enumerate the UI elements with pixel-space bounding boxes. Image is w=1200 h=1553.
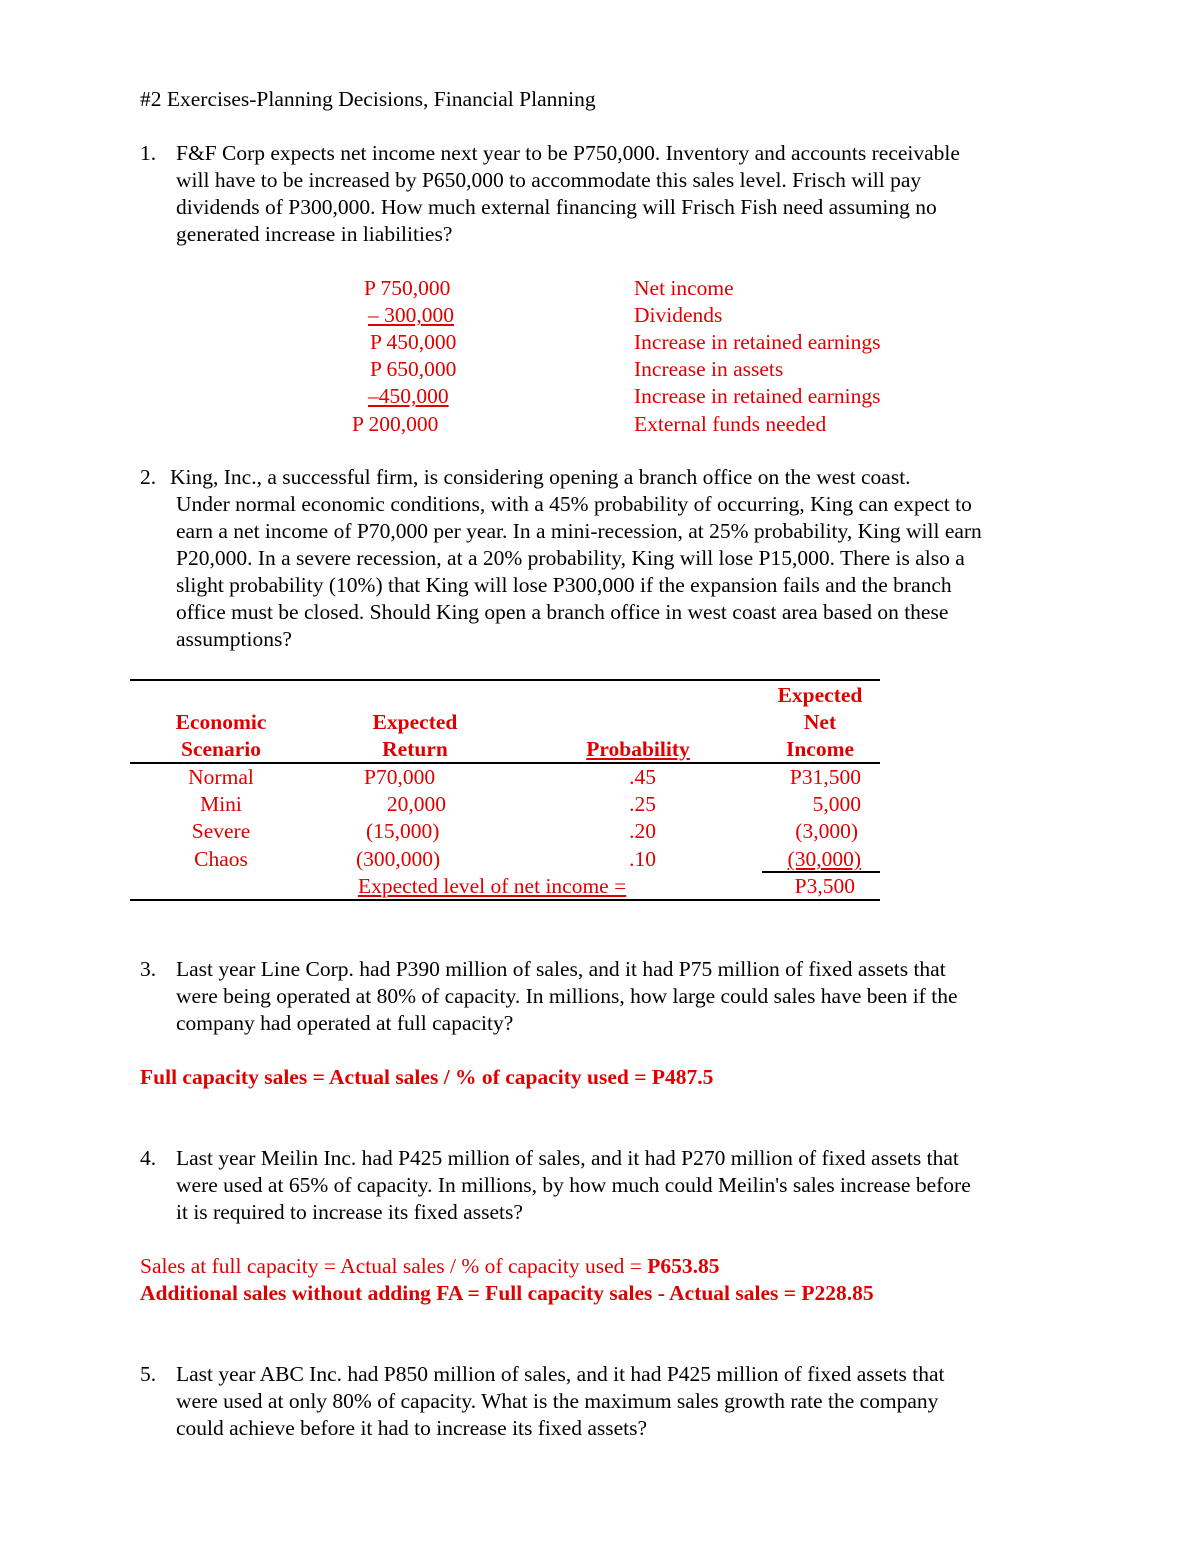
header-expected-return bbox=[350, 709, 480, 763]
header-text: Probability bbox=[586, 737, 690, 761]
cell-return: 20,000 bbox=[386, 792, 446, 816]
question-number: 4. bbox=[140, 1146, 157, 1170]
cell-scenario: Mini bbox=[200, 792, 242, 816]
question-text-line: will have to be increased by P650,000 to accommodate this sales level. Frisch will pay bbox=[176, 168, 922, 192]
header-probability bbox=[570, 736, 706, 763]
calc-amount: – 300,000 bbox=[368, 303, 454, 327]
calc-label: Increase in assets bbox=[634, 357, 784, 381]
cell-scenario: Severe bbox=[191, 819, 251, 843]
calc-amount: P 200,000 bbox=[352, 412, 439, 436]
header-text: Expected bbox=[777, 683, 863, 707]
question-text-line: could achieve before it had to increase its fixed assets? bbox=[176, 1416, 648, 1440]
cell-probability: .20 bbox=[629, 819, 656, 843]
cell-net-income: (30,000) bbox=[787, 847, 861, 871]
cell-return: (300,000) bbox=[356, 847, 441, 871]
question-text-line: P20,000. In a severe recession, at a 20% probability, King will lose P15,000. There is also a bbox=[176, 546, 965, 570]
question-text-line: assumptions? bbox=[176, 627, 292, 651]
header-text: Expected bbox=[372, 710, 458, 734]
question-text-line: were being operated at 80% of capacity. In millions, how large could sales have been if the bbox=[176, 984, 958, 1008]
answer-text: Full capacity sales = Actual sales / % of capacity used = P487.5 bbox=[140, 1065, 714, 1089]
header-rule bbox=[130, 762, 880, 764]
calc-amount: P 450,000 bbox=[370, 330, 457, 354]
question-text-line: dividends of P300,000. How much external financing will Frisch Fish need assuming no bbox=[176, 195, 937, 219]
cell-net-income: 5,000 bbox=[812, 792, 861, 816]
calc-label: Increase in retained earnings bbox=[634, 384, 881, 408]
cell-net-income: P31,500 bbox=[789, 765, 861, 789]
cell-probability: .10 bbox=[629, 847, 656, 871]
page-title: #2 Exercises-Planning Decisions, Financial Planning bbox=[140, 87, 596, 111]
question-text-line: slight probability (10%) that King will lose P300,000 if the expansion fails and the branch bbox=[176, 573, 952, 597]
question-text-line: office must be closed. Should King open a branch office in west coast area based on these bbox=[176, 600, 949, 624]
question-text-line: Last year Line Corp. had P390 million of sales, and it had P75 million of fixed assets that bbox=[176, 957, 946, 981]
total-value: P3,500 bbox=[794, 874, 855, 898]
cell-scenario: Chaos bbox=[194, 847, 248, 871]
answer-text: Additional sales without adding FA = Full capacity sales - Actual sales = P228.85 bbox=[140, 1281, 874, 1305]
cell-return: (15,000) bbox=[366, 819, 440, 843]
question-text-line: Under normal economic conditions, with a 45% probability of occurring, King can expect to bbox=[176, 492, 972, 516]
calc-label: Dividends bbox=[634, 303, 723, 327]
answer-formula: Sales at full capacity = Actual sales / % of capacity used = bbox=[140, 1254, 648, 1278]
header-text: Return bbox=[382, 737, 448, 761]
question-text-line: company had operated at full capacity? bbox=[176, 1011, 514, 1035]
header-economic-scenario bbox=[146, 709, 296, 763]
question-number: 3. bbox=[140, 957, 157, 981]
question-text-line: Last year ABC Inc. had P850 million of sales, and it had P425 million of fixed assets that bbox=[176, 1362, 945, 1386]
header-text: Net bbox=[803, 710, 837, 734]
question-number: 5. bbox=[140, 1362, 157, 1386]
cell-return: P70,000 bbox=[364, 765, 436, 789]
question-text-line: were used at only 80% of capacity. What is the maximum sales growth rate the company bbox=[176, 1389, 939, 1413]
header-text: Income bbox=[785, 737, 855, 761]
table-bottom-rule bbox=[130, 899, 880, 901]
calc-amount: P 750,000 bbox=[364, 276, 451, 300]
question-text-line: were used at 65% of capacity. In millions, by how much could Meilin's sales increase before bbox=[176, 1173, 971, 1197]
cell-net-income: (3,000) bbox=[795, 819, 858, 843]
calc-amount: P 650,000 bbox=[370, 357, 457, 381]
answer-value: P653.85 bbox=[647, 1254, 720, 1278]
question-text-line: earn a net income of P70,000 per year. In a mini-recession, at 25% probability, King will earn bbox=[176, 519, 982, 543]
question-text-line: King, Inc., a successful firm, is considering opening a branch office on the west coast. bbox=[170, 465, 911, 489]
calc-amount: –450,000 bbox=[368, 384, 449, 408]
header-text: Scenario bbox=[180, 737, 262, 761]
calc-label: Increase in retained earnings bbox=[634, 330, 881, 354]
header-expected-net-income bbox=[760, 682, 880, 763]
cell-probability: .45 bbox=[629, 765, 656, 789]
answer-text bbox=[140, 1254, 720, 1279]
calc-label: Net income bbox=[634, 276, 734, 300]
question-text-line: it is required to increase its fixed assets? bbox=[176, 1200, 523, 1224]
total-label: Expected level of net income = bbox=[358, 874, 627, 898]
question-number: 1. bbox=[140, 141, 157, 165]
table-top-rule bbox=[130, 679, 880, 681]
total-rule bbox=[762, 871, 880, 873]
question-text-line: F&F Corp expects net income next year to be P750,000. Inventory and accounts receivable bbox=[176, 141, 960, 165]
question-text-line: Last year Meilin Inc. had P425 million of sales, and it had P270 million of fixed assets that bbox=[176, 1146, 959, 1170]
cell-probability: .25 bbox=[629, 792, 656, 816]
question-text-line: generated increase in liabilities? bbox=[176, 222, 453, 246]
header-text: Economic bbox=[175, 710, 267, 734]
cell-scenario: Normal bbox=[188, 765, 254, 789]
calc-label: External funds needed bbox=[634, 412, 827, 436]
question-number: 2. bbox=[140, 465, 157, 489]
